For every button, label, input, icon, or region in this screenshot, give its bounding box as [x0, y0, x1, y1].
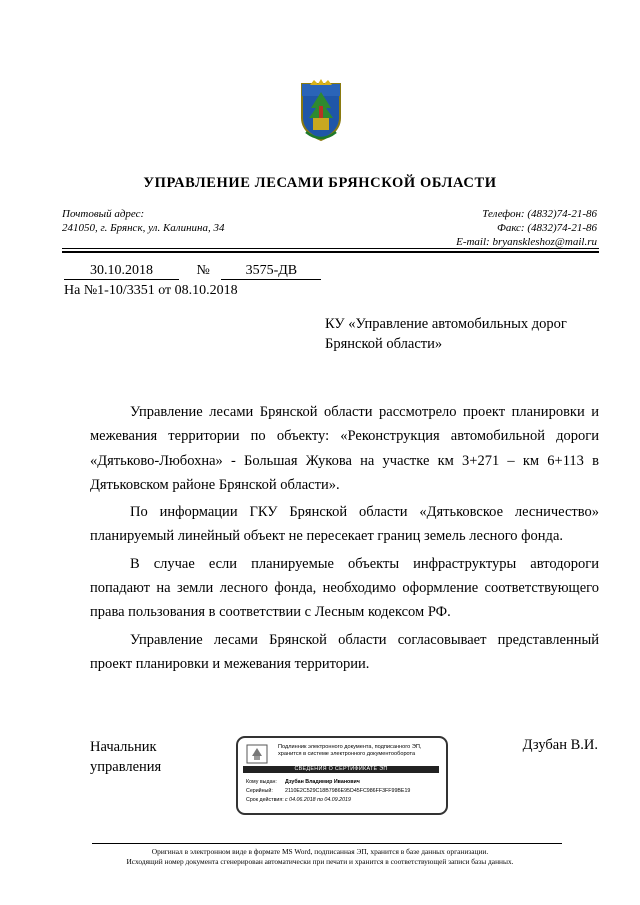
footer-line-2: Исходящий номер документа сгенерирован автоматически при печати и хранится в соответствующей записи базы данных.	[126, 857, 514, 866]
fax: Факс: (4832)74-21-86	[496, 222, 597, 234]
issued-to-row	[246, 778, 410, 787]
serial-value: 2110E2C529C18B7986E95D45FC986FF3FF99BE19	[285, 788, 411, 794]
registration-line	[64, 262, 321, 280]
paragraph-2: По информации ГКУ Брянской области «Дятьковское лесничество» планируемый линейный объект не пересекает границ земель лесного фонда.	[90, 504, 599, 545]
number-sign: №	[196, 263, 210, 278]
serial-row	[246, 787, 410, 796]
footer-rule	[92, 843, 562, 844]
signatory-position	[90, 737, 161, 777]
recipient	[325, 314, 605, 354]
stamp-header	[278, 744, 442, 758]
validity-value: с 04.06.2018 по 04.09.2019	[285, 797, 351, 803]
footer-note	[0, 847, 640, 867]
serial-label: Серийный:	[246, 788, 273, 794]
position-line-2: управления	[90, 759, 162, 775]
validity-label: Срок действия:	[246, 797, 284, 803]
header-rule	[62, 248, 599, 249]
validity-row	[246, 796, 410, 805]
postal-address: 241050, г. Брянск, ул. Калинина, 34	[62, 222, 225, 234]
paragraph-1: Управление лесами Брянской области рассмотрело проект планировки и межевания территории по объекту: «Реконструкция автомобильной дороги «Дятьково-Любохна» - Большая Жукова на участке км 3+271 – км 6+113 в Дятьковском районе Брянской области».	[90, 404, 599, 493]
coat-of-arms	[298, 78, 344, 144]
outgoing-number: 3575-ДВ	[221, 262, 321, 280]
issued-to-value: Дзубан Владимир Иванович	[285, 779, 360, 785]
certificate-rows	[246, 778, 410, 805]
emblem-icon	[246, 744, 268, 764]
paragraph-4: Управление лесами Брянской области согласовывает представленный проект планировки и межевания территории.	[90, 631, 599, 672]
contacts-block	[456, 207, 597, 249]
position-line-1: Начальник	[90, 739, 157, 755]
letter-body	[90, 400, 599, 676]
recipient-line-2: Брянской области»	[325, 336, 443, 352]
recipient-line-1: КУ «Управление автомобильных дорог	[325, 316, 567, 332]
paragraph-3: В случае если планируемые объекты инфраструктуры автодороги попадают на земли лесного фонда, необходимо оформление соответствующего права пользования в соответствии с Лесным кодексом РФ.	[90, 555, 599, 621]
organization-name: УПРАВЛЕНИЕ ЛЕСАМИ БРЯНСКОЙ ОБЛАСТИ	[143, 175, 497, 191]
stamp-header-line-2: хранится в системе электронного документооборота	[278, 751, 416, 757]
footer-line-1: Оригинал в электронном виде в формате MS Word, подписанная ЭП, хранится в базе данных организации.	[151, 847, 489, 856]
stamp-header-line-1: Подлинник электронного документа, подписанного ЭП,	[278, 744, 422, 750]
issued-to-label: Кому выдан:	[246, 779, 277, 785]
email: E-mail: bryanskleshoz@mail.ru	[456, 236, 597, 248]
postal-address-block	[62, 207, 225, 235]
header-rule-thick	[62, 251, 599, 253]
reply-reference: На №1-10/3351 от 08.10.2018	[64, 283, 238, 298]
outgoing-date: 30.10.2018	[64, 262, 179, 280]
postal-label: Почтовый адрес:	[62, 208, 145, 220]
signatory-name: Дзубан В.И.	[522, 737, 598, 753]
phone: Телефон: (4832)74-21-86	[482, 208, 597, 220]
certificate-info-bar: СВЕДЕНИЯ О СЕРТИФИКАТЕ ЭП	[243, 766, 439, 773]
electronic-signature-stamp	[236, 736, 448, 815]
